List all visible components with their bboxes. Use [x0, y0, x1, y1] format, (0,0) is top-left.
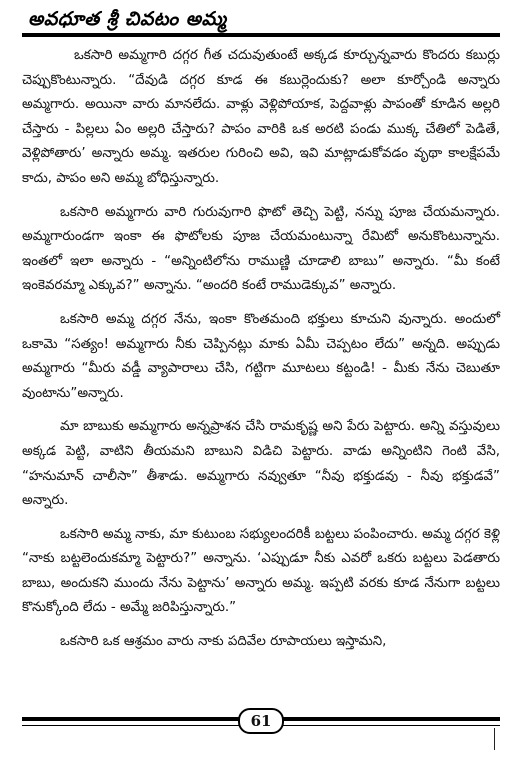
paragraph: ఒకసారి అమ్మ నాకు, మా కుటుంబ సభ్యులందరికీ బట్టలు పంపించారు. అమ్మ దగ్గర కెళ్లి “నాకు బట్టలెందుకమ్మా పెట్టారు?” అన్నాను. ‘ఎప్పుడూ నీకు ఎవరో ఒకరు బట్టలు పెడతారు బాబు, అందుకని ముందు నేను పెట్టాను’ అన్నారు అమ్మ. ఇప్పటి వరకు కూడ నేనుగా బట్టలు కొనుక్కోంది లేదు - అమ్మే జరిపిస్తున్నారు.”: [22, 526, 500, 616]
paragraph: ఒకసారి ఒక ఆశ్రమం వారు నాకు పదివేల రూపాయలు ఇస్తామని,: [60, 634, 387, 650]
page-number: 61: [238, 708, 284, 734]
paragraph: ఒకసారి అమ్మ దగ్గర నేను, ఇంకా కొంతమంది భక్తులు కూచుని వున్నారు. అందులో ఒకామె “సత్యం! అమ్మగారు నీకు చెప్పినట్లు మాకు ఏమీ చెప్పటం లేదు” అన్నది. అప్పుడు అమ్మగారు “మీరు వడ్డీ వ్యాపారాలు చేసి, గట్టిగా మూటలు కట్టండి! - మీకు నేను చెబుతూ వుంటాను”అన్నారు.: [22, 311, 500, 401]
book-title: అవధూత శ్రీ చివటం అమ్మ: [28, 8, 227, 30]
running-header: [22, 6, 500, 36]
paragraph: ఒకసారి అమ్మగారు వారి గురువుగారి ఫొటో తెచ్చి పెట్టి, నన్ను పూజ చేయమన్నారు. అమ్మగారుండగా ఇంకా ఈ ఫొటోలకు పూజ చేయమంటున్నా రేమిటో అనుకొంటున్నాను. ఇంతలో ఇలా అన్నారు - “అన్నింటిలోను రాముణ్ణి చూడాలి బాబు” అన్నారు. “మీ కంటే ఇంకెవరమ్మా ఎక్కువ?” అన్నాను. “అందరి కంటే రాముడెక్కువ” అన్నారు.: [22, 204, 500, 294]
paragraph: ఒకసారి అమ్మగారి దగ్గర గీత చదువుతుంటే అక్కడ కూర్చున్నవారు కొందరు కబుర్లు చెప్పుకొంటున్నారు. “దేవుడి దగ్గర కూడ ఈ కబుర్లెందుకు? అలా కూర్చోండి అన్నారు అమ్మగారు. అయినా వారు మానలేదు. వాళ్లు వెళ్లిపోయాక, పెద్దవాళ్లు పాపంతో కూడిన అల్లరి చేస్తారు - పిల్లలు ఏం అల్లరి చేస్తారు? పాపం వారికి ఒక అరటి పండు ముక్క చేతిలో పెడితే, వెళ్లిపోతారు’ అన్నారు అమ్మ. ఇతరుల గురించి అవి, ఇవి మాట్లాడుకోవడం వృథా కాలక్షేపమే కాదు, పాపం అని అమ్మ బోధిస్తున్నారు.: [22, 48, 500, 186]
header-rule: [22, 33, 500, 37]
page-body: [22, 44, 500, 664]
scan-edge-mark: [494, 728, 495, 750]
paragraph: మా బాబుకు అమ్మగారు అన్నప్రాశన చేసి రామకృష్ణ అని పేరు పెట్టారు. అన్ని వస్తువులు అక్కడ పెట్టి, వాటిని తీయమని బాబుని విడిచి పెట్టారు. వాడు అన్నింటిని గెంటి వేసి, “హనుమాన్ చాలీసా” తీశాడు. అమ్మగారు నవ్వుతూ “నీవు భక్తుడవు - నీవు భక్తుడవే” అన్నారు.: [22, 419, 500, 509]
